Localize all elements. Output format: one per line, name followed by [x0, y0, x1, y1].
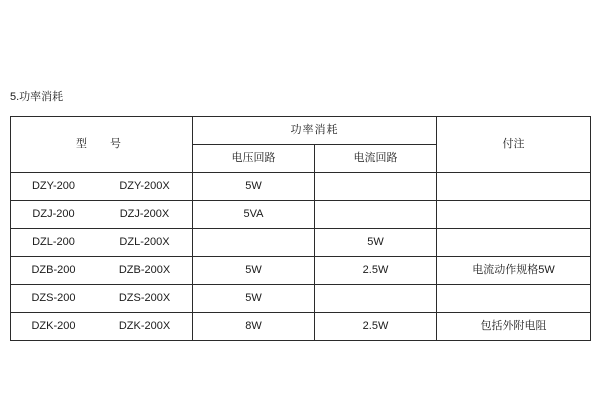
power-consumption-table-wrapper [10, 116, 590, 341]
cell-remark [437, 229, 591, 257]
cell-remark [437, 201, 591, 229]
cell-voltage: 8W [193, 313, 315, 341]
cell-model-a: DZY-200 [31, 180, 75, 192]
header-remark: 付注 [437, 117, 591, 173]
cell-model-b: DZK-200X [118, 320, 171, 332]
table-header-row-1 [11, 117, 591, 145]
power-consumption-table [10, 116, 591, 341]
cell-model [11, 173, 193, 201]
cell-current: 2.5W [315, 313, 437, 341]
cell-model [11, 229, 193, 257]
cell-remark [437, 285, 591, 313]
cell-model [11, 313, 193, 341]
section-title: 5.功率消耗 [10, 91, 64, 103]
cell-model [11, 201, 193, 229]
cell-current: 5W [315, 229, 437, 257]
table-head [11, 117, 591, 173]
header-current-circuit: 电流回路 [315, 145, 437, 173]
cell-current [315, 173, 437, 201]
cell-model-b: DZB-200X [118, 264, 171, 276]
cell-model-a: DZL-200 [32, 236, 75, 248]
table-row [11, 201, 591, 229]
cell-model-b: DZY-200X [119, 180, 170, 192]
header-power-consumption: 功率消耗 [193, 117, 437, 145]
cell-model-a: DZK-200 [31, 320, 76, 332]
cell-remark: 电流动作规格5W [437, 257, 591, 285]
cell-model-a: DZS-200 [31, 292, 76, 304]
table-row [11, 285, 591, 313]
cell-model-b: DZL-200X [119, 236, 170, 248]
table-row [11, 173, 591, 201]
cell-model-b: DZS-200X [118, 292, 171, 304]
cell-current [315, 201, 437, 229]
cell-voltage: 5W [193, 257, 315, 285]
cell-remark [437, 173, 591, 201]
cell-voltage: 5W [193, 285, 315, 313]
header-voltage-circuit: 电压回路 [193, 145, 315, 173]
table-row [11, 229, 591, 257]
table-body [11, 173, 591, 341]
cell-model-a: DZB-200 [31, 264, 76, 276]
cell-model-a: DZJ-200 [32, 208, 75, 220]
cell-voltage [193, 229, 315, 257]
cell-remark: 包括外附电阻 [437, 313, 591, 341]
table-row [11, 257, 591, 285]
table-row [11, 313, 591, 341]
header-model: 型 号 [11, 117, 193, 173]
cell-current [315, 285, 437, 313]
cell-voltage: 5W [193, 173, 315, 201]
cell-voltage: 5VA [193, 201, 315, 229]
cell-model [11, 285, 193, 313]
cell-current: 2.5W [315, 257, 437, 285]
cell-model-b: DZJ-200X [119, 208, 170, 220]
cell-model [11, 257, 193, 285]
